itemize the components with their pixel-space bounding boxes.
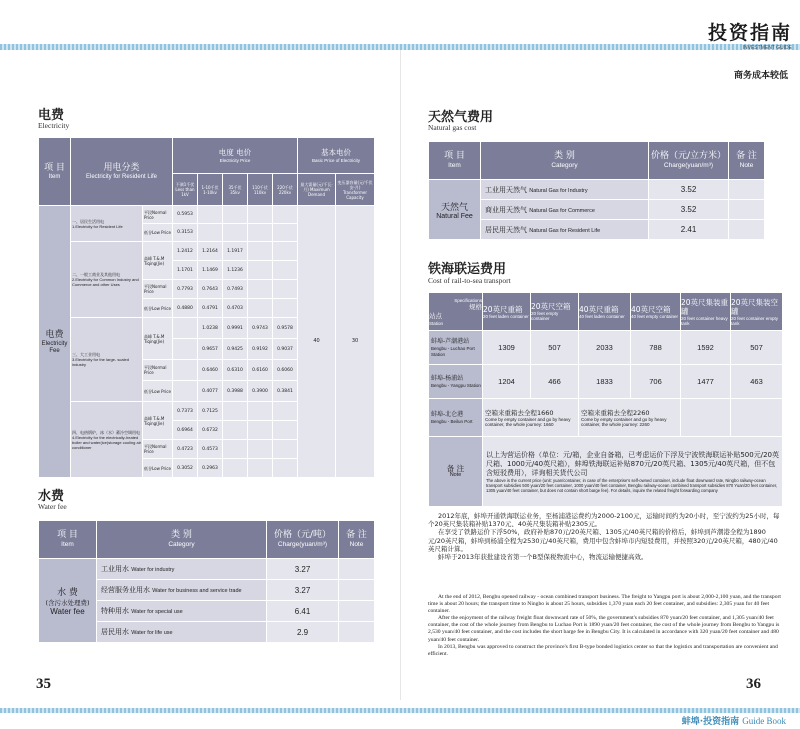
water-header-note: 备 注 Note <box>339 521 375 559</box>
header-price: 电度 电价 Electricity Price <box>173 138 298 174</box>
header-b1: 最大需量(元/千瓦·月) Maximum Demand <box>298 174 336 206</box>
rail-col-header: 40英尺空箱 40 feet empty container <box>631 293 681 331</box>
rail-title: 铁海联运费用 <box>428 262 507 277</box>
header-v1: 不满1千伏 Less than 1kV <box>173 174 198 206</box>
gas-row: 居民用天然气 Natural Gas for Resident Life <box>481 220 649 240</box>
gas-table: 项 目 Item 类 别 Category 价格（元/立方米） Charge(yuan/m³) 备 注 Note 天然气 Natural Fee 工业用天然气 Natural Gas for Industry 3.52 商业用天然气 Natural Gas for Commerce 3.52 居民用天然气 Natural Gas for Resident Life 2.41 <box>428 141 765 240</box>
water-row: 特种用水 Water for special use <box>97 601 267 622</box>
footer-brand: 蚌埠·投资指南 Guide Book <box>681 716 786 727</box>
bottom-stripe <box>0 708 800 713</box>
page-number-left: 35 <box>36 676 51 692</box>
category-large-industry: 三、大工业用电 3.Electricity for the large- scaled industry <box>71 318 143 402</box>
gas-row: 商业用天然气 Natural Gas for Commerce <box>481 200 649 220</box>
rail-subtitle: Cost of rail-to-sea transport <box>428 276 511 285</box>
rail-note-label: 备 注 Note <box>429 437 483 507</box>
header-logo: 投资指南 INVESTMENT GUIDE <box>707 22 792 51</box>
electricity-table: 项 目 Item 用电分类 Electricity for Resident Life 电度 电价 Electricity Price 基本电价 Basic Price of Electricity 不满1千伏 Less than 1kV 1-10千伏 1-10kv 35千伏 35kv 110千伏 110kv 220千伏 220kv 最大需量(元/千瓦·月) Maximum Demand 变压器容量(元/千伏安·月) Transformer Capacity 电费 Electricity Fee 一、居民生活用电 1.Electricity for Resident Life 平段Normal Price 0.5953 40 30 低谷Low Price 0.3153 二、一般工商业及其他用电 2.Electricity for Common Industry and Commerce and other Uses 高峰 T.&.M Tiqing(Jie) 1.2412 1.2164 1.1917 1.1701 1.1469 1.1236 平段Normal Price 0.7793 0.7643 0.7493 低谷Low Price 0.4880 0.4791 0.4703 三、大工业用电 3.Electricity for the large- scaled industry 高峰 T.&.M Tiqing(Jie) 1.0238 0.9991 0.9743 0.9578 0.9657 0.9425 0.9192 0.9037 平段Normal Price 0.6460 0.6310 0.6160 0.6060 低谷Low Price 0.4077 0.3988 0.3900 0.3841 四、电热锅炉，冰（水）蓄冷空调用电 4.Electricity for the electrically-heated boiler and water(ice)storage cooling air conditioner 高峰 T.&.M Tiqing(Jie) 0.7373 0.7125 0.6964 0.6732 平段Normal Price 0.4723 0.4573 低谷Low Price 0.3052 0.2963 <box>38 137 375 478</box>
header-v2: 1-10千伏 1-10kv <box>198 174 223 206</box>
rail-text-cn: 2012年底，蚌埠开通铁海联运业务，至杨浦港运费约为2000-2100元，运输时间约为20小时，至宁波约为25小时，每个20英尺集装箱补贴1370元、40英尺集装箱补贴2305元。 在享受了铁路运价下浮50%，政府补贴870元/20英尺箱、1305元/40英尺箱的价格后，蚌埠到芦潮港全程为1890元/20英尺箱，蚌埠到杨浦全程为2530元/40英尺箱，费用中包含蚌埠市内短驳费用，并按照320元/20英尺箱，480元/40英尺箱计算。 蚌埠于2013年获批建设省第一个B型保税物流中心，物流运输便捷高效。 <box>428 512 780 562</box>
rail-station-yangpu: 蚌埠-杨浦站 Bengbu - Yangpu Station <box>429 365 483 399</box>
header-v3: 35千伏 35kv <box>223 174 248 206</box>
category-resident: 一、居民生活用电 1.Electricity for Resident Life <box>71 206 143 242</box>
category-boiler: 四、电热锅炉，冰（水）蓄冷空调用电 4.Electricity for the electrically-heated boiler and water(ice)storage cooling air conditioner <box>71 402 143 478</box>
rail-table: Specifications 规格 站点 Station 20英尺重箱 20 feet laden container 20英尺空箱 20 feet empty container 40英尺重箱 40 feet laden container 40英尺空箱 40 feet empty container 20英尺集装重罐 20 feet container heavy tank 20英尺集装空罐 20 feet container empty tank 蚌埠-芦潮港站 Bengbu - Luchao Port Station 1309 507 2033 788 1592 507 蚌埠-杨浦站 Bengbu - Yangpu Station 1204 466 1833 706 1477 463 蚌埠-北仑港 Bengbu - Beilun Port 空箱来重箱去全程1660 Come by empty container and go by heavy container, the whole journey: 1660 空箱来重箱去全程2260 Come by empty container and go by heavy container, the whole journey: 2260 备 注 Note 以上为营运价格（单位：元/箱，企业自备箱，已考虑运价下浮及宁波铁海联运补贴500元/20英尺箱、1000元/40英尺箱），蚌埠铁海联运补贴870元/20英尺箱、1305元/40英尺箱，但不包含短驳费用），详询相关货代公司 The above is the current price (unit: yuan/container, in case of the enterprise's self-owned container, include float downward rate, Ningbo railway-ocean transport subsidies 500 yuan/20 feet container, 1000 yuan/40 feet container, Bengbu railway-ocean combined transport subsidies 870 Yuan/20 feet container, 1305 yuan/40 feet container, but does not contain short barge fee). For details, inquire the related freight forwarding company <box>428 292 783 507</box>
rail-note: 以上为营运价格（单位：元/箱，企业自备箱，已考虑运价下浮及宁波铁海联运补贴500元/20英尺箱、1000元/40英尺箱），蚌埠铁海联运补贴870元/20英尺箱、1305元/40英尺箱，但不包含短驳费用），详询相关货代公司 The above is the current price (unit: yuan/container, in case of the enterprise's self-owned container, include float downward rate, Ningbo railway-ocean transport subsidies 500 yuan/20 feet container, 1000 yuan/40 feet container, Bengbu railway-ocean combined transport subsidies 870 Yuan/20 feet container, 1305 yuan/40 feet container, but does not contain short barge fee). For details, inquire the related freight forwarding company <box>483 437 783 507</box>
rail-text-en: At the end of 2012, Bengbu opened railway - ocean combined transport business. The freight to Yangpu port is about 2,000-2,100 yuan, and the transport time is about 20 hours; the transport time to Ningbo is about 25 hours, subsidies 1,370 yuan each 20 feet container, and subsidies: 2,305 yuan for 40 feet container. After the enjoyment of the railway freight float downward rate of 50%, the government's subsidies 870 yuan/20 feet container, and 1,305 yuan/40 feet container, the cost of the whole journey from Bengbu to Luchao Port is 1890 yuan/20 feet container, the cost of the whole journey from Bengbu to Yangpu is 2,530 yuan/40 feet container, and the cost includes the short barge fee in Bengbu City. It is calculated in accordance with 320 yuan/20 feet container and 480 yuan/40 feet container. In 2013, Bengbu was approved to construct the province's first B-type bonded logistics center so that the logistics and transportation are convenient and efficient. <box>428 594 781 657</box>
gas-header-category: 类 别 Category <box>481 142 649 180</box>
electricity-subtitle: Electricity <box>38 121 70 130</box>
gas-fee-label: 天然气 Natural Fee <box>429 180 481 240</box>
gas-header-item: 项 目 Item <box>429 142 481 180</box>
electricity-title: 电费 <box>38 108 65 123</box>
rail-col-header: 20英尺集装空罐 20 feet container empty tank <box>731 293 783 331</box>
beilun-20ft: 空箱来重箱去全程1660 Come by empty container and go by heavy container, the whole journey: 1660 <box>483 399 579 437</box>
rail-station-beilun: 蚌埠-北仑港 Bengbu - Beilun Port <box>429 399 483 437</box>
water-header-price: 价格（元/吨） Charge(yuan/m³) <box>267 521 339 559</box>
header-item: 项 目 Item <box>39 138 71 206</box>
header-category: 用电分类 Electricity for Resident Life <box>71 138 173 206</box>
rail-col-header: 40英尺重箱 40 feet laden container <box>579 293 631 331</box>
water-row: 经营服务业用水 Water for business and service trade <box>97 580 267 601</box>
gas-title: 天然气费用 <box>428 110 494 125</box>
category-commerce: 二、一般工商业及其他用电 2.Electricity for Common Industry and Commerce and other Uses <box>71 242 143 318</box>
water-title: 水费 <box>38 489 65 504</box>
header-subtitle: 商务成本较低 <box>733 71 788 81</box>
header-v5: 220千伏 220kv <box>273 174 298 206</box>
water-row: 居民用水 Water for life use <box>97 622 267 643</box>
gas-subtitle: Natural gas cost <box>428 123 477 132</box>
rail-col-header: 20英尺集装重罐 20 feet container heavy tank <box>681 293 731 331</box>
header-b2: 变压器容量(元/千伏安·月) Transformer Capacity <box>336 174 375 206</box>
page-gutter <box>400 50 401 700</box>
header-basic: 基本电价 Basic Price of Electricity <box>298 138 375 174</box>
water-subtitle: Water fee <box>38 502 67 511</box>
gas-header-price: 价格（元/立方米） Charge(yuan/m³) <box>649 142 729 180</box>
water-header-item: 项 目 Item <box>39 521 97 559</box>
gas-header-note: 备 注 Note <box>729 142 765 180</box>
rail-col-header: 20英尺空箱 20 feet empty container <box>531 293 579 331</box>
gas-row: 工业用天然气 Natural Gas for Industry <box>481 180 649 200</box>
rail-col-header: 20英尺重箱 20 feet laden container <box>483 293 531 331</box>
beilun-40ft: 空箱来重箱去全程2260 Come by empty container and go by heavy container, the whole journey: 2260 <box>579 399 681 437</box>
water-table: 项 目 Item 类 别 Category 价格（元/吨） Charge(yuan/m³) 备 注 Note 水 费 (含污水处理费) Water fee 工业用水 Water for industry 3.27 经营服务业用水 Water for business and service trade 3.27 特种用水 Water for special use 6.41 居民用水 Water for life use 2.9 <box>38 520 375 643</box>
rail-station-luchao: 蚌埠-芦潮港站 Bengbu - Luchao Port Station <box>429 331 483 365</box>
electricity-fee-label: 电费 Electricity Fee <box>39 206 71 478</box>
water-fee-label: 水 费 (含污水处理费) Water fee <box>39 559 97 643</box>
water-header-category: 类 别 Category <box>97 521 267 559</box>
water-row: 工业用水 Water for industry <box>97 559 267 580</box>
basic-max-demand: 40 <box>298 206 336 478</box>
basic-transformer: 30 <box>336 206 375 478</box>
header-v4: 110千伏 110kv <box>248 174 273 206</box>
rail-header-station: Specifications 规格 站点 Station <box>429 293 483 331</box>
page-number-right: 36 <box>746 676 761 692</box>
